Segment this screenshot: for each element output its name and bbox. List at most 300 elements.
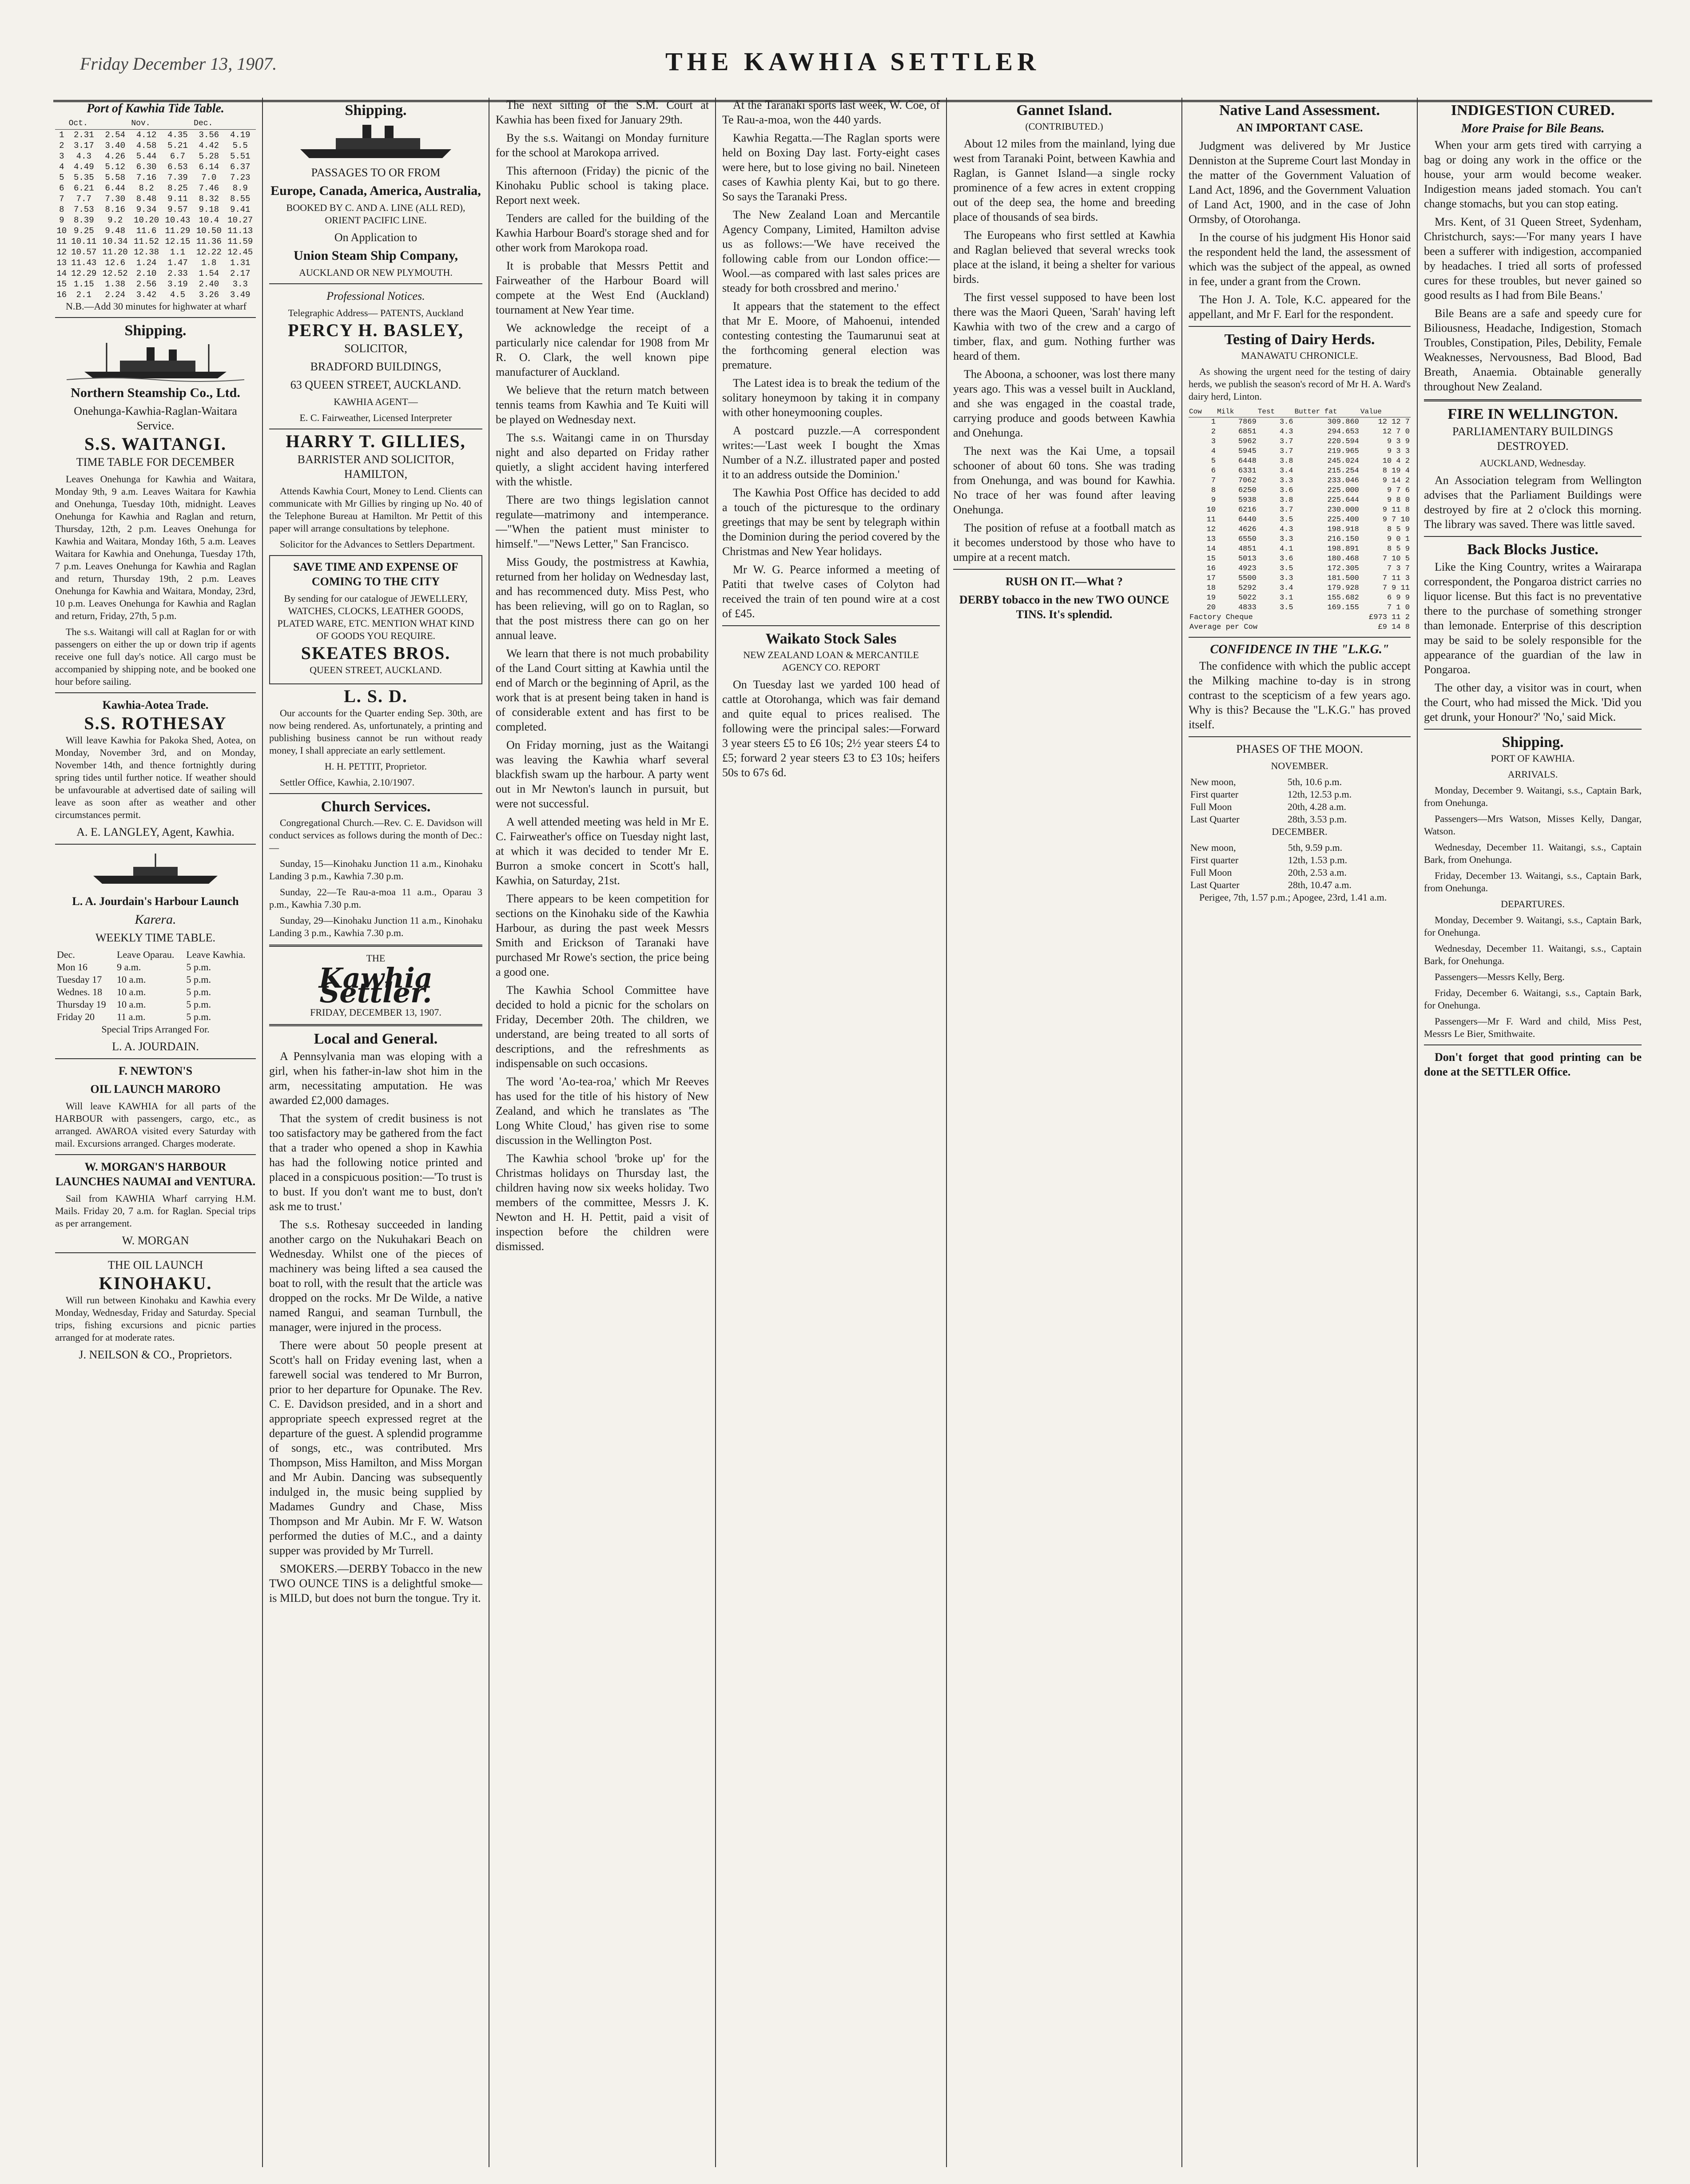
- tide-month: Nov.: [131, 118, 193, 130]
- waitangi-timetable: Leaves Onehunga for Kawhia and Waitara, Monday 9th, 9 a.m. Leaves Waitara for Kawhia and Onehunga, Tuesday 10th, midnight. Leaves Onehunga for Kawhia and Raglan and return, Thursday, 12th, 2 p.m. Leaves Onehunga for Kawhia and Waitara, Monday 16th, 5 a.m. Leaves Waitara for Kawhia and Onehunga, Tuesday 17th, 7 p.m. Leaves Onehunga for Kawhia and Raglan and return, Thursday 19th, 2 p.m. Leaves Onehunga for Kawhia and Waitara, Monday, 23rd, 10 p.m. Leaves Onehunga for Kawhia and Raglan and return, Friday, 27th, 5 p.m.: [55, 473, 256, 621]
- gannet-paragraph: The Aboona, a schooner, was lost there many years ago. This was a vessel built in Auckland, and she was engaged in the coastal trade, carrying produce and goods between Kawhia and Onehunga.: [953, 368, 1175, 439]
- backblocks-heading: Back Blocks Justice.: [1467, 541, 1599, 558]
- skeates-address: QUEEN STREET, AUCKLAND.: [310, 664, 442, 675]
- tide-row: [55, 226, 256, 236]
- moon-phase-cell: Full Moon: [1190, 801, 1232, 812]
- morgan-signature: W. MORGAN: [122, 1234, 189, 1247]
- dairy-cell: 9 7 6: [1387, 486, 1410, 495]
- factory-value: £973 11 2: [1369, 613, 1410, 622]
- dairy-cell: 11: [1206, 516, 1216, 524]
- local-paragraph: The s.s. Rothesay succeeded in landing another cargo on the Nukuhakari Beach on Wednesday. Whilst one of the pieces of machinery was being lifted a sea caused the boat to roll, with the result that the article was dropped on the rocks. Mr De Wilde, a native named Rangui, and seaman Turnbull, the manager, were injured in the process.: [269, 1218, 482, 1334]
- tide-cell: 1.8: [201, 258, 217, 268]
- shipping-heading: Shipping.: [124, 322, 187, 339]
- tide-cell: 2.33: [167, 269, 188, 278]
- morgan-heading: W. MORGAN'S HARBOUR LAUNCHES NAUMAI and VENTURA.: [55, 1160, 256, 1188]
- tide-cell: 12.38: [134, 247, 159, 257]
- tide-cell: 12.29: [71, 269, 97, 278]
- tide-cell: 1.1: [170, 247, 186, 257]
- dairy-row: [1189, 574, 1411, 584]
- tide-cell: 10.57: [71, 247, 97, 257]
- dairy-cell: 7 11 3: [1382, 574, 1410, 583]
- fire-heading: FIRE IN WELLINGTON.: [1447, 406, 1618, 422]
- departure-item: Monday, December 9. Waitangi, s.s., Captain Bark, for Onehunga.: [1424, 914, 1642, 938]
- tide-cell: 11.59: [227, 237, 253, 246]
- dairy-cell: 6448: [1238, 457, 1257, 465]
- local-paragraph: There were about 50 people present at Scott's hall on Friday evening last, when a farewell social was tendered to Mr Burron, prior to her departure for Opunake. The Rev. C. E. Davidson presided, and in a short and appropriate speech expressed regret at the departure of the guest. A splendid programme of songs, etc., was contributed. Mrs Thompson, Miss Hamilton, and Miss Morgan and Mr Aubin. Dancing was subsequently indulged in, the music being supplied by Madames Gundry and Chase, Miss Thompson and Mr Aubin. Mr F. W. Watson performed the duties of M.C., and a dainty supper was provided by Mr Turrell.: [269, 1339, 482, 1557]
- dairy-row: [1189, 525, 1411, 535]
- news-paragraph: The Kawhia school 'broke up' for the Christmas holidays on Thursday last, the children having now six weeks holiday. Two members of the committee, Messrs J. K. Newton and H. H. Pettit, paid a visit of inspection before the children were dismissed.: [496, 1152, 709, 1253]
- departure-item: Wednesday, December 11. Waitangi, s.s., Captain Bark, for Onehunga.: [1424, 943, 1642, 966]
- tide-cell: 2.24: [105, 290, 125, 300]
- divider: [55, 1252, 256, 1253]
- indigestion-paragraph: Mrs. Kent, of 31 Queen Street, Sydenham, Christchurch, says:—'For many years I have been a sufferer with indigestion, accompanied by headaches. I tried all sorts of professed cures for these troubles, but never gained so good results as I had from Bile Beans.': [1424, 215, 1642, 302]
- indigestion-heading: INDIGESTION CURED.: [1451, 102, 1615, 119]
- tide-cell: 9.2: [107, 215, 123, 225]
- dairy-cell: 4: [1211, 447, 1216, 456]
- tide-cell: 9.34: [136, 205, 157, 214]
- divider: [1189, 326, 1411, 327]
- dairy-cell: 8: [1211, 486, 1216, 495]
- divider: [1189, 637, 1411, 638]
- tide-row: [55, 247, 256, 258]
- union-location: AUCKLAND OR NEW PLYMOUTH.: [299, 267, 453, 278]
- weekly-col-header: Leave Oparau.: [116, 949, 175, 960]
- tide-cell: 1: [59, 130, 64, 140]
- moon-phase-row: [1189, 866, 1411, 879]
- kinohaku-title: KINOHAKU.: [99, 1273, 212, 1293]
- dairy-cell: 4923: [1238, 564, 1257, 573]
- weekly-row: [55, 961, 256, 973]
- tide-cell: 8.16: [105, 205, 125, 214]
- tide-cell: 7.16: [136, 173, 157, 183]
- dairy-cell: 4.3: [1279, 428, 1293, 436]
- dairy-cell: 9 0 1: [1387, 535, 1410, 544]
- tide-cell: 5.21: [167, 141, 188, 151]
- arrival-item: Passengers—Mrs Watson, Misses Kelly, Dangar, Watson.: [1424, 813, 1642, 837]
- skeates-advert: [269, 555, 482, 684]
- dairy-cell: 3.5: [1279, 516, 1293, 524]
- dairy-cell: 6216: [1238, 506, 1257, 514]
- aotea-heading: Kawhia-Aotea Trade.: [102, 699, 209, 711]
- divider: [269, 793, 482, 794]
- dairy-cell: 6331: [1238, 467, 1257, 475]
- tide-cell: 12.6: [105, 258, 125, 268]
- moon-phase-row: [1189, 842, 1411, 854]
- weekly-cell: 11 a.m.: [116, 1011, 146, 1022]
- basley-solicitor: SOLICITOR,: [344, 342, 407, 355]
- launch-icon: [55, 849, 256, 891]
- tide-table-title: Port of Kawhia Tide Table.: [87, 102, 224, 115]
- news-paragraph: There appears to be keen competition for sections on the Kinohaku side of the Kawhia Harbour, as during the past week Messrs Smith and Erickson of Taranaki have purchased Mr Rowe's section, the price being a good one.: [496, 892, 709, 978]
- tide-cell: 6.14: [199, 162, 219, 172]
- divider: [953, 569, 1175, 570]
- dairy-col-header: Milk: [1217, 406, 1257, 417]
- indigestion-paragraph: Bile Beans are a safe and speedy cure for Biliousness, Headache, Indigestion, Stomach Troubles, Constipation, Piles, Debility, Female Weaknesses, Nervousness, Bad Blood, Bad Breath, Anaemia. Obtainable generally throughout New Zealand.: [1424, 307, 1642, 393]
- maroro-heading: OIL LAUNCH MARORO: [90, 1083, 221, 1096]
- dairy-cell: 3.8: [1279, 496, 1293, 504]
- tide-cell: 2.54: [105, 130, 125, 140]
- dairy-cell: 20: [1206, 604, 1216, 612]
- dairy-cell: 155.682: [1327, 594, 1359, 602]
- dairy-row: [1189, 535, 1411, 544]
- dairy-cell: 6: [1211, 467, 1216, 475]
- moon-phase-cell: 28th, 10.47 a.m.: [1288, 879, 1352, 890]
- tide-cell: 8.39: [73, 215, 94, 225]
- moon-phase-cell: New moon,: [1190, 842, 1236, 853]
- dairy-cell: 9 8 0: [1387, 496, 1410, 504]
- news-paragraph: This afternoon (Friday) the picnic of the Kinohaku Public school is taking place. Report next week.: [496, 164, 709, 206]
- lsd-heading: L. S. D.: [344, 686, 408, 706]
- tide-cell: 11.52: [134, 237, 159, 246]
- tide-cell: 10.11: [71, 237, 97, 246]
- church-item: Sunday, 15—Kinohaku Junction 11 a.m., Kinohaku Landing 3 p.m., Kawhia 7.30 p.m.: [269, 858, 482, 882]
- tide-cell: 10.50: [196, 226, 222, 236]
- printing-advert: Don't forget that good printing can be done at the SETTLER Office.: [1424, 1051, 1642, 1078]
- telegraphic-address: Telegraphic Address— PATENTS, Auckland: [288, 307, 464, 318]
- weekly-col-header: Leave Kawhia.: [186, 949, 246, 960]
- news-paragraph: We learn that there is not much probability of the Land Court sitting at Kawhia until the end of March or the beginning of April, as the work that is at present being taken in hand is of considerable extent and has first to be completed.: [496, 647, 709, 733]
- dairy-cell: 233.046: [1327, 477, 1359, 485]
- steamship-icon: [269, 120, 482, 163]
- tide-cell: 3.42: [136, 290, 157, 300]
- local-paragraph: That the system of credit business is not too satisfactory may be gathered from the fact that a trader who opened a shop in Kawhia has had the following notice printed and placed in a conspicuous position:—'To trust is to bust. If you don't want me to bust, don't ask me to trust.': [269, 1112, 482, 1213]
- dairy-cell: 8 5 9: [1387, 525, 1410, 534]
- waikato-subheading: NEW ZEALAND LOAN & MERCANTILE AGENCY CO. REPORT: [743, 649, 919, 673]
- save-text: By sending for our catalogue of JEWELLERY, WATCHES, CLOCKS, LEATHER GOODS, PLATED WARE, ETC. MENTION WHAT KIND OF GOODS YOU REQUIRE.: [277, 593, 474, 641]
- steamship-icon: [55, 341, 256, 383]
- moon-phase-cell: Full Moon: [1190, 867, 1232, 878]
- dairy-row: [1189, 437, 1411, 447]
- news-paragraph: The s.s. Waitangi came in on Thursday night and also departed on Friday rather quietly, a slight accident having interfered with the whistle.: [496, 431, 709, 488]
- november-heading: NOVEMBER.: [1271, 760, 1328, 771]
- dairy-cell: 216.150: [1327, 535, 1359, 544]
- tide-cell: 10: [56, 226, 67, 236]
- dairy-row: [1189, 476, 1411, 486]
- weekly-row: [55, 998, 256, 1011]
- lsd-signature: H. H. PETTIT, Proprietor.: [325, 761, 427, 772]
- tide-cell: 3.26: [199, 290, 219, 300]
- dairy-cell: 4626: [1238, 525, 1257, 534]
- tide-table-body: [55, 130, 256, 301]
- gillies-note: Solicitor for the Advances to Settlers Department.: [280, 539, 475, 550]
- dairy-cell: 7869: [1238, 418, 1257, 426]
- dairy-cell: 5022: [1238, 594, 1257, 602]
- arrivals-heading: ARRIVALS.: [1507, 769, 1558, 780]
- dairy-cell: 3.6: [1279, 486, 1293, 495]
- news-paragraph: The next sitting of the S.M. Court at Kawhia has been fixed for January 29th.: [496, 99, 709, 126]
- moon-phase-cell: 5th, 9.59 p.m.: [1288, 842, 1343, 853]
- news-paragraph: Tenders are called for the building of the Kawhia Harbour Board's storage shed and for other work from Marokopa road.: [496, 212, 709, 254]
- departure-item: Passengers—Mr F. Ward and child, Miss Pest, Messrs Le Bier, Smithwaite.: [1424, 1016, 1642, 1039]
- basley-address: 63 QUEEN STREET, AUCKLAND.: [290, 378, 461, 391]
- tide-cell: 2.40: [199, 279, 219, 289]
- news-paragraph: A well attended meeting was held in Mr E. C. Fairweather's office on Tuesday night last, at which it was decided to tender Mr E. Burron a smoke concert in Scott's hall, Kawhia, on Saturday, 21st.: [496, 815, 709, 887]
- weekly-row: [55, 1011, 256, 1023]
- gillies-text: Attends Kawhia Court, Money to Lend. Clients can communicate with Mr Gillies by ringing up No. 40 of the Telephone Bureau at Hamilton. Mr Pettit of this paper will arrange consultations by telephone.: [269, 485, 482, 534]
- dairy-text: As showing the urgent need for the testing of dairy herds, we publish the season's record of Mr H. A. Ward's dairy herd, Linton.: [1189, 366, 1411, 402]
- moon-phase-cell: First quarter: [1190, 789, 1239, 800]
- dairy-cell: 17: [1206, 574, 1216, 583]
- tide-cell: 6.37: [230, 162, 251, 172]
- tide-cell: 12.15: [165, 237, 191, 246]
- perigee-text: Perigee, 7th, 1.57 p.m.; Apogee, 23rd, 1.41 a.m.: [1199, 892, 1387, 903]
- gannet-heading: Gannet Island.: [1016, 102, 1112, 119]
- shipping-heading: Shipping.: [345, 102, 407, 119]
- tide-cell: 3.3: [232, 279, 248, 289]
- kinohaku-signature: J. NEILSON & CO., Proprietors.: [79, 1348, 232, 1361]
- dairy-cell: 4.3: [1279, 525, 1293, 534]
- departure-item: Passengers—Messrs Kelly, Berg.: [1435, 971, 1565, 982]
- weekly-cell: 5 p.m.: [186, 961, 211, 973]
- tide-cell: 11.29: [165, 226, 191, 236]
- dairy-cell: 13: [1206, 535, 1216, 544]
- tide-row: [55, 279, 256, 290]
- news-paragraph: It appears that the statement to the effect that Mr E. Moore, of Mahoenui, intended contesting contesting the Taumarunui seat at the forthcoming general election was premature.: [722, 300, 940, 371]
- tide-cell: 7.7: [76, 194, 91, 204]
- dairy-cell: 18: [1206, 584, 1216, 592]
- tide-cell: 4.3: [76, 151, 91, 161]
- dairy-row: [1189, 417, 1411, 428]
- news-paragraph: Mr W. G. Pearce informed a meeting of Patiti that twelve cases of Colyton had received the train of ten pound wire at a cost of £45.: [722, 563, 940, 620]
- dairy-cell: 3.7: [1279, 437, 1293, 446]
- dairy-cell: 10 4 2: [1382, 457, 1410, 465]
- dairy-col-header: Test: [1257, 406, 1294, 417]
- average-label: Average per Cow: [1189, 623, 1258, 631]
- divider: [269, 283, 482, 284]
- divider: [1424, 1044, 1642, 1045]
- tide-cell: 3.19: [167, 279, 188, 289]
- news-paragraph: The word 'Ao-tea-roa,' which Mr Reeves has used for the title of his history of New Zealand, and which he translates as 'The Long White Cloud,' has given rise to some discussion in the Wellington Post.: [496, 1075, 709, 1147]
- departure-item: Friday, December 6. Waitangi, s.s., Captain Bark, for Onehunga.: [1424, 987, 1642, 1011]
- phases-heading: PHASES OF THE MOON.: [1236, 743, 1363, 755]
- dairy-table: [1189, 406, 1411, 632]
- tide-cell: 15: [56, 279, 67, 289]
- gannet-paragraph: The next was the Kai Ume, a topsail schooner of about 60 tons. She was trading from Onehunga, and was bound for Kawhia. No trace of her was found after leaving Onehunga.: [953, 445, 1175, 516]
- weekly-cell: Mon 16: [57, 961, 88, 973]
- dairy-cell: 5945: [1238, 447, 1257, 456]
- column-7: [1417, 98, 1648, 2167]
- dairy-cell: 245.024: [1327, 457, 1359, 465]
- tide-cell: 2: [59, 141, 64, 151]
- dairy-cell: 7062: [1238, 477, 1257, 485]
- moon-phase-row: [1189, 854, 1411, 866]
- tide-row: [55, 162, 256, 172]
- tide-row: [55, 183, 256, 194]
- tide-cell: 9.48: [105, 226, 125, 236]
- tide-cell: 9.11: [167, 194, 188, 204]
- tide-cell: 4.5: [170, 290, 186, 300]
- tide-cell: 5.51: [230, 151, 251, 161]
- tide-cell: 4.26: [105, 151, 125, 161]
- weekly-cell: Friday 20: [57, 1011, 95, 1022]
- tide-cell: 10.27: [227, 215, 253, 225]
- tide-month: Dec.: [193, 118, 256, 130]
- dairy-cell: 3.3: [1279, 535, 1293, 544]
- waitangi-timetable-title: TIME TABLE FOR DECEMBER: [76, 456, 235, 469]
- karera-heading: Karera.: [135, 912, 176, 927]
- tide-row: [55, 290, 256, 300]
- tide-cell: 4.35: [167, 130, 188, 140]
- dairy-cell: 309.860: [1327, 418, 1359, 426]
- union-company: Union Steam Ship Company,: [293, 248, 458, 263]
- divider: [269, 945, 482, 947]
- tide-row: [55, 130, 256, 141]
- divider: [1424, 399, 1642, 401]
- parliament-text: An Association telegram from Wellington advises that the Parliament Buildings were destroyed by fire at 2 o'clock this morning. The library was saved. There was little saved.: [1424, 474, 1642, 531]
- kawhia-agent-label: KAWHIA AGENT—: [334, 396, 418, 407]
- tide-cell: 3.49: [230, 290, 251, 300]
- tide-cell: 12.22: [196, 247, 222, 257]
- tide-cell: 8: [59, 205, 64, 214]
- divider: [1424, 536, 1642, 537]
- tide-cell: 1.47: [167, 258, 188, 268]
- kinohaku-heading: THE OIL LAUNCH: [107, 1259, 203, 1271]
- tide-cell: 3: [59, 151, 64, 161]
- dairy-cell: 225.400: [1327, 516, 1359, 524]
- kinohaku-text: Will run between Kinohaku and Kawhia every Monday, Wednesday, Friday and Saturday. Special trips, fishing excursions and picnic parties arranged for at moderate rates.: [55, 1295, 256, 1343]
- tide-cell: 5.12: [105, 162, 125, 172]
- local-paragraph: A Pennsylvania man was eloping with a girl, when his father-in-law shot him in the arm, necessitating amputation. He was awarded £2,000 damages.: [269, 1050, 482, 1107]
- tide-cell: 6: [59, 183, 64, 193]
- moon-phase-row: [1189, 879, 1411, 891]
- tide-cell: 2.31: [73, 130, 94, 140]
- dairy-cell: 6851: [1238, 428, 1257, 436]
- save-heading: SAVE TIME AND EXPENSE OF COMING TO THE CITY: [293, 560, 458, 588]
- basley-name: PERCY H. BASLEY,: [288, 320, 464, 340]
- dairy-cell: 198.918: [1327, 525, 1359, 534]
- tide-cell: 4.58: [136, 141, 157, 151]
- dairy-cell: 10: [1206, 506, 1216, 514]
- tide-cell: 5.58: [105, 173, 125, 183]
- dairy-cell: 19: [1206, 594, 1216, 602]
- tide-cell: 11.43: [71, 258, 97, 268]
- indigestion-paragraph: When your arm gets tired with carrying a bag or doing any work in the office or the house, your arm would become weaker. Indigestion means jaded stomach. You can't change stomachs, but you can stop eating.: [1424, 139, 1642, 210]
- tide-row: [55, 268, 256, 279]
- tide-cell: 5.5: [232, 141, 248, 151]
- tide-cell: 4.19: [230, 130, 251, 140]
- arrival-item: Monday, December 9. Waitangi, s.s., Captain Bark, from Onehunga.: [1424, 785, 1642, 808]
- tide-cell: 9.18: [199, 205, 219, 214]
- december-heading: DECEMBER.: [1272, 826, 1328, 837]
- confidence-heading: CONFIDENCE IN THE "L.K.G.": [1210, 643, 1389, 656]
- dairy-heading: Testing of Dairy Herds.: [1224, 331, 1375, 348]
- gannet-paragraph: The position of refuse at a football match as it becomes understood by those who have to umpire at a recent match.: [953, 521, 1175, 564]
- dairy-row: [1189, 447, 1411, 457]
- tide-cell: 1.54: [199, 269, 219, 278]
- dairy-cell: 12 12 7: [1378, 418, 1410, 426]
- rush-advert: RUSH ON IT.—What ?: [1006, 575, 1123, 588]
- tide-row: [55, 151, 256, 162]
- dairy-cell: 9 3 9: [1387, 437, 1410, 446]
- december-phases: [1189, 842, 1411, 891]
- tide-cell: 9.25: [73, 226, 94, 236]
- news-paragraph: On Friday morning, just as the Waitangi was leaving the Kawhia wharf several blackfish swam up the harbour. A party went out in Mr Newton's launch in pursuit, but were not successful.: [496, 739, 709, 810]
- weekly-cell: 5 p.m.: [186, 1011, 211, 1022]
- weekly-cell: 10 a.m.: [116, 986, 146, 997]
- dairy-cell: 5938: [1238, 496, 1257, 504]
- dairy-cell: 7 10 5: [1382, 555, 1410, 563]
- column-2: [262, 98, 489, 2167]
- column-6: [1181, 98, 1417, 2167]
- newton-heading: F. NEWTON'S: [118, 1064, 193, 1077]
- news-paragraph: A postcard puzzle.—A correspondent writes:—'Last week I bought the Xmas Number of a N.Z. illustrated paper and posted it to an address outside the Dominion.': [722, 424, 940, 481]
- columns: [49, 98, 1648, 2167]
- dairy-row: [1189, 466, 1411, 476]
- tide-cell: 12.45: [227, 247, 253, 257]
- weekly-timetable-body: [55, 961, 256, 1023]
- weekly-cell: 5 p.m.: [186, 974, 211, 985]
- tide-cell: 12: [56, 247, 67, 257]
- weekly-cell: Wednes. 18: [57, 986, 103, 997]
- gannet-paragraph: The Europeans who first settled at Kawhia and Raglan believed that several wrecks took place at the island, it being a shelter for various birds.: [953, 229, 1175, 286]
- news-paragraph: At the Taranaki sports last week, W. Coe, of Te Rau-a-moa, won the 440 yards.: [722, 99, 940, 126]
- tide-cell: 7.0: [201, 173, 217, 183]
- column-5: [946, 98, 1181, 2167]
- column-4: [715, 98, 946, 2167]
- news-paragraph: We acknowledge the receipt of a particularly nice calendar for 1908 from Mr R. O. Clark, the well known pipe manufacturer of Auckland.: [496, 322, 709, 378]
- dairy-cell: 16: [1206, 564, 1216, 573]
- tide-month: Oct.: [68, 118, 131, 130]
- dairy-cell: 3.1: [1279, 594, 1293, 602]
- dairy-cell: 225.644: [1327, 496, 1359, 504]
- dairy-cell: 15: [1206, 555, 1216, 563]
- dairy-cell: 219.965: [1327, 447, 1359, 456]
- dairy-cell: 179.928: [1327, 584, 1359, 592]
- news-paragraph: Miss Goudy, the postmistress at Kawhia, returned from her holiday on Wednesday last, and has recommenced duty. Miss Pest, who has been relieving, will go on to Raglan, so that the post mistress there can go on her annual leave.: [496, 556, 709, 642]
- moon-phase-row: [1189, 776, 1411, 788]
- tide-cell: 1.24: [136, 258, 157, 268]
- dairy-cell: 7: [1211, 477, 1216, 485]
- destinations: Europe, Canada, America, Australia,: [270, 183, 481, 198]
- tide-cell: 5.35: [73, 173, 94, 183]
- dairy-cell: 3.7: [1279, 506, 1293, 514]
- tide-cell: 7.46: [199, 183, 219, 193]
- tide-cell: 2.56: [136, 279, 157, 289]
- tide-cell: 10.43: [165, 215, 191, 225]
- tide-cell: 11.20: [102, 247, 128, 257]
- company-service: Onehunga-Kawhia-Raglan-Waitara Service.: [74, 405, 237, 432]
- news-paragraph: The Kawhia Post Office has decided to add a touch of the picturesque to the ordinary greetings that may be sent by telegraph within the Dominion during the period covered by the Christmas and New Year holidays.: [722, 486, 940, 558]
- weekly-row: [55, 986, 256, 998]
- dairy-cell: 172.305: [1327, 564, 1359, 573]
- tide-cell: 8.25: [167, 183, 188, 193]
- november-phases: [1189, 776, 1411, 826]
- tide-row: [55, 172, 256, 183]
- tide-cell: 7.30: [105, 194, 125, 204]
- rothesay-heading: S.S. ROTHESAY: [84, 713, 227, 733]
- tide-cell: 7.23: [230, 173, 251, 183]
- moon-phase-cell: 20th, 2.53 a.m.: [1288, 867, 1347, 878]
- passages-heading: PASSAGES TO OR FROM: [311, 166, 441, 179]
- dairy-row: [1189, 427, 1411, 437]
- dairy-cell: 9 14 2: [1382, 477, 1410, 485]
- tide-cell: 1.15: [73, 279, 94, 289]
- parliament-heading: PARLIAMENTARY BUILDINGS DESTROYED.: [1452, 425, 1614, 453]
- dairy-col-header: Value: [1360, 406, 1411, 417]
- average-value: £9 14 8: [1378, 623, 1410, 631]
- dairy-row: [1189, 564, 1411, 574]
- tide-cell: 4.42: [199, 141, 219, 151]
- waikato-heading: Waikato Stock Sales: [765, 631, 897, 647]
- tide-cell: 6.53: [167, 162, 188, 172]
- moon-phase-cell: New moon,: [1190, 776, 1236, 787]
- dairy-subheading: MANAWATU CHRONICLE.: [1241, 350, 1358, 361]
- rothesay-text: Will leave Kawhia for Pakoka Shed, Aotea, on Monday, November 3rd, and on Monday, November 14th, and thence fortnightly during spring tides until further notice. If weather should be unfavourable at advertised date of sailing will leave as soon after as weather and other circumstances permit.: [55, 735, 256, 820]
- dairy-cell: 5013: [1238, 555, 1257, 563]
- important-case: AN IMPORTANT CASE.: [1236, 121, 1363, 134]
- dairy-cell: 3.7: [1279, 447, 1293, 456]
- tide-cell: 7.53: [73, 205, 94, 214]
